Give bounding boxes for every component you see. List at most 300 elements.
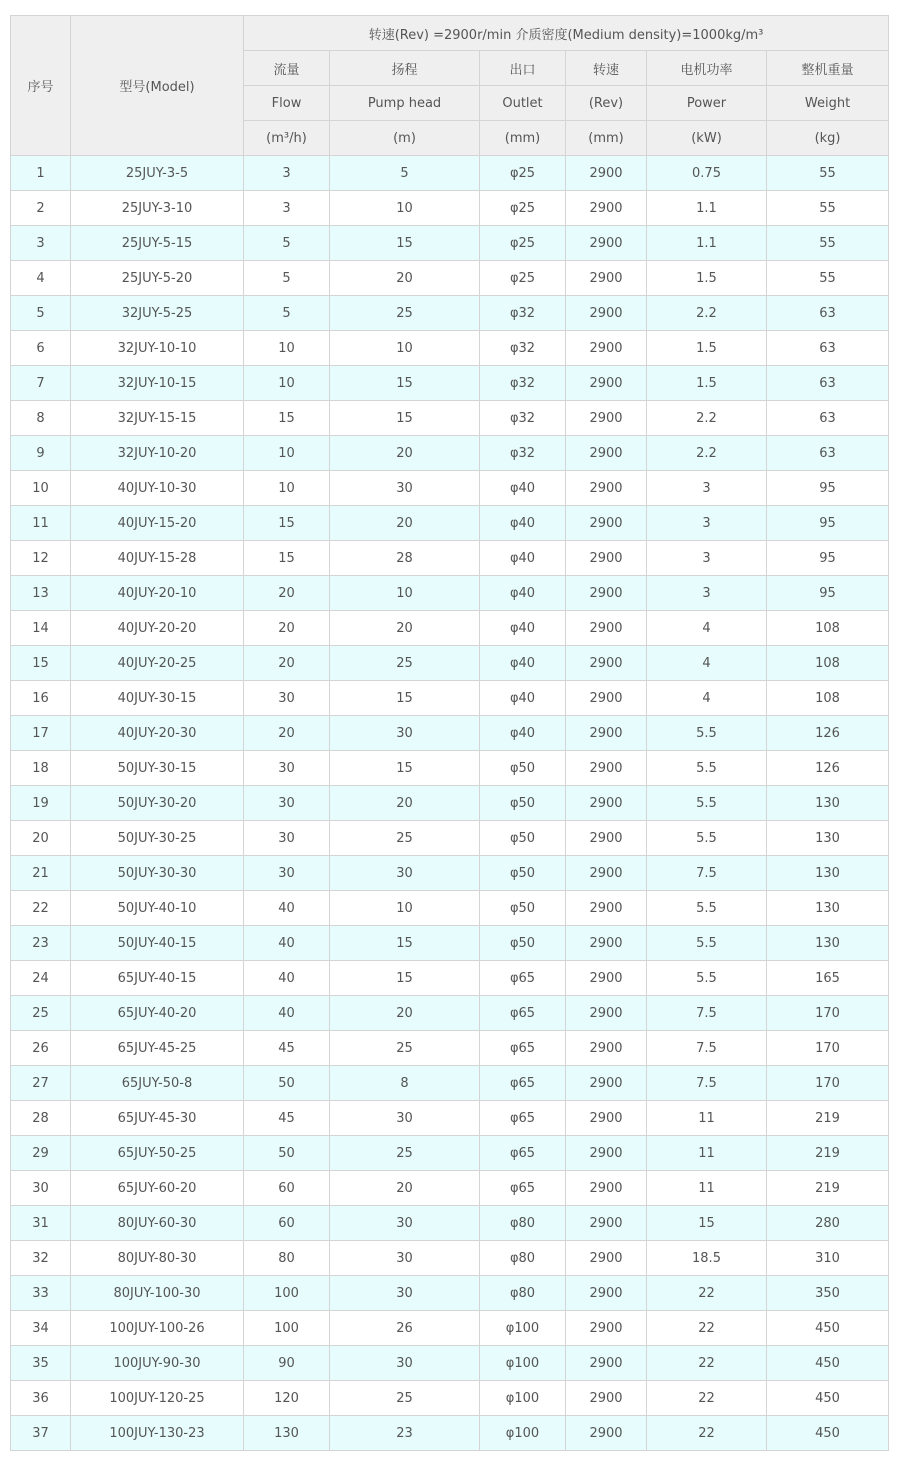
table-row <box>11 1101 889 1136</box>
cell-head: 26 <box>330 1311 480 1346</box>
cell-head: 25 <box>330 1031 480 1066</box>
cell-rev: 2900 <box>566 436 647 471</box>
cell-rev: 2900 <box>566 401 647 436</box>
cell-flow: 60 <box>244 1171 330 1206</box>
header-flow-unit: (m³/h) <box>244 121 330 156</box>
cell-flow: 45 <box>244 1031 330 1066</box>
cell-rev: 2900 <box>566 1416 647 1451</box>
cell-flow: 10 <box>244 331 330 366</box>
table-row <box>11 646 889 681</box>
cell-flow: 10 <box>244 366 330 401</box>
cell-weight: 170 <box>767 1066 889 1101</box>
cell-weight: 170 <box>767 1031 889 1066</box>
cell-power: 1.5 <box>647 331 767 366</box>
cell-power: 4 <box>647 681 767 716</box>
cell-flow: 30 <box>244 681 330 716</box>
cell-outlet: φ80 <box>480 1276 566 1311</box>
cell-rev: 2900 <box>566 1381 647 1416</box>
header-head-cn: 扬程 <box>330 51 480 86</box>
cell-weight: 130 <box>767 891 889 926</box>
cell-no: 18 <box>11 751 71 786</box>
header-rev-cn: 转速 <box>566 51 647 86</box>
cell-rev: 2900 <box>566 331 647 366</box>
cell-head: 20 <box>330 996 480 1031</box>
cell-no: 31 <box>11 1206 71 1241</box>
cell-rev: 2900 <box>566 1171 647 1206</box>
cell-no: 23 <box>11 926 71 961</box>
cell-no: 19 <box>11 786 71 821</box>
table-row <box>11 191 889 226</box>
table-row <box>11 1416 889 1451</box>
header-model: 型号(Model) <box>71 16 244 156</box>
cell-outlet: φ65 <box>480 1101 566 1136</box>
header-outlet-en: Outlet <box>480 86 566 121</box>
header-weight-unit: (kg) <box>767 121 889 156</box>
cell-model: 50JUY-30-15 <box>71 751 244 786</box>
cell-head: 15 <box>330 926 480 961</box>
cell-head: 15 <box>330 961 480 996</box>
cell-no: 10 <box>11 471 71 506</box>
cell-head: 15 <box>330 401 480 436</box>
cell-outlet: φ100 <box>480 1416 566 1451</box>
cell-outlet: φ80 <box>480 1206 566 1241</box>
cell-no: 36 <box>11 1381 71 1416</box>
cell-no: 37 <box>11 1416 71 1451</box>
cell-weight: 280 <box>767 1206 889 1241</box>
cell-rev: 2900 <box>566 506 647 541</box>
cell-weight: 350 <box>767 1276 889 1311</box>
cell-outlet: φ50 <box>480 751 566 786</box>
table-row <box>11 996 889 1031</box>
cell-model: 50JUY-30-25 <box>71 821 244 856</box>
cell-no: 6 <box>11 331 71 366</box>
table-body <box>11 156 889 1451</box>
cell-head: 20 <box>330 1171 480 1206</box>
cell-power: 22 <box>647 1276 767 1311</box>
cell-model: 40JUY-15-28 <box>71 541 244 576</box>
cell-model: 65JUY-40-20 <box>71 996 244 1031</box>
table-row <box>11 331 889 366</box>
table-row <box>11 926 889 961</box>
table-row <box>11 1241 889 1276</box>
header-flow-cn: 流量 <box>244 51 330 86</box>
cell-no: 15 <box>11 646 71 681</box>
cell-rev: 2900 <box>566 191 647 226</box>
cell-power: 1.5 <box>647 261 767 296</box>
cell-model: 32JUY-5-25 <box>71 296 244 331</box>
cell-head: 30 <box>330 1241 480 1276</box>
cell-head: 25 <box>330 1381 480 1416</box>
table-row <box>11 891 889 926</box>
table-row <box>11 1346 889 1381</box>
cell-power: 3 <box>647 506 767 541</box>
cell-model: 100JUY-120-25 <box>71 1381 244 1416</box>
cell-model: 50JUY-40-10 <box>71 891 244 926</box>
cell-rev: 2900 <box>566 471 647 506</box>
table-row <box>11 751 889 786</box>
cell-model: 65JUY-50-25 <box>71 1136 244 1171</box>
header-power-unit: (kW) <box>647 121 767 156</box>
cell-weight: 130 <box>767 856 889 891</box>
cell-head: 30 <box>330 1206 480 1241</box>
cell-model: 40JUY-15-20 <box>71 506 244 541</box>
header-head-en: Pump head <box>330 86 480 121</box>
cell-outlet: φ100 <box>480 1311 566 1346</box>
cell-flow: 15 <box>244 506 330 541</box>
cell-model: 80JUY-80-30 <box>71 1241 244 1276</box>
cell-weight: 55 <box>767 156 889 191</box>
table-row <box>11 471 889 506</box>
cell-power: 7.5 <box>647 1031 767 1066</box>
cell-head: 25 <box>330 646 480 681</box>
cell-rev: 2900 <box>566 576 647 611</box>
cell-flow: 100 <box>244 1276 330 1311</box>
cell-head: 30 <box>330 1101 480 1136</box>
cell-flow: 5 <box>244 226 330 261</box>
cell-outlet: φ40 <box>480 681 566 716</box>
cell-weight: 130 <box>767 926 889 961</box>
header-flow-en: Flow <box>244 86 330 121</box>
cell-flow: 80 <box>244 1241 330 1276</box>
cell-outlet: φ50 <box>480 821 566 856</box>
cell-flow: 20 <box>244 611 330 646</box>
cell-flow: 3 <box>244 156 330 191</box>
cell-model: 40JUY-20-25 <box>71 646 244 681</box>
cell-head: 30 <box>330 1276 480 1311</box>
cell-weight: 55 <box>767 261 889 296</box>
table-row <box>11 786 889 821</box>
cell-power: 2.2 <box>647 401 767 436</box>
cell-head: 23 <box>330 1416 480 1451</box>
cell-outlet: φ65 <box>480 1066 566 1101</box>
header-no: 序号 <box>11 16 71 156</box>
cell-rev: 2900 <box>566 681 647 716</box>
cell-model: 65JUY-45-25 <box>71 1031 244 1066</box>
cell-weight: 219 <box>767 1171 889 1206</box>
cell-head: 30 <box>330 1346 480 1381</box>
cell-weight: 450 <box>767 1416 889 1451</box>
cell-head: 15 <box>330 366 480 401</box>
cell-head: 10 <box>330 331 480 366</box>
header-condition: 转速(Rev) =2900r/min 介质密度(Medium density)=1000kg/m³ <box>244 16 889 51</box>
cell-weight: 108 <box>767 611 889 646</box>
cell-power: 11 <box>647 1101 767 1136</box>
cell-rev: 2900 <box>566 821 647 856</box>
cell-head: 25 <box>330 296 480 331</box>
cell-weight: 126 <box>767 751 889 786</box>
cell-rev: 2900 <box>566 1346 647 1381</box>
cell-power: 1.5 <box>647 366 767 401</box>
cell-head: 25 <box>330 1136 480 1171</box>
cell-model: 32JUY-10-10 <box>71 331 244 366</box>
cell-weight: 130 <box>767 786 889 821</box>
cell-power: 11 <box>647 1171 767 1206</box>
cell-power: 3 <box>647 576 767 611</box>
cell-flow: 20 <box>244 716 330 751</box>
cell-model: 32JUY-10-20 <box>71 436 244 471</box>
cell-no: 32 <box>11 1241 71 1276</box>
cell-flow: 10 <box>244 471 330 506</box>
cell-no: 35 <box>11 1346 71 1381</box>
cell-head: 30 <box>330 471 480 506</box>
cell-flow: 5 <box>244 261 330 296</box>
cell-flow: 130 <box>244 1416 330 1451</box>
cell-outlet: φ32 <box>480 296 566 331</box>
cell-head: 20 <box>330 436 480 471</box>
cell-rev: 2900 <box>566 1136 647 1171</box>
cell-power: 0.75 <box>647 156 767 191</box>
cell-rev: 2900 <box>566 226 647 261</box>
cell-weight: 55 <box>767 191 889 226</box>
cell-weight: 130 <box>767 821 889 856</box>
cell-rev: 2900 <box>566 716 647 751</box>
cell-outlet: φ40 <box>480 576 566 611</box>
cell-outlet: φ25 <box>480 261 566 296</box>
cell-model: 25JUY-5-15 <box>71 226 244 261</box>
cell-model: 100JUY-90-30 <box>71 1346 244 1381</box>
cell-power: 4 <box>647 611 767 646</box>
cell-head: 15 <box>330 751 480 786</box>
cell-rev: 2900 <box>566 1031 647 1066</box>
cell-rev: 2900 <box>566 1241 647 1276</box>
cell-outlet: φ80 <box>480 1241 566 1276</box>
cell-outlet: φ65 <box>480 1031 566 1066</box>
cell-weight: 450 <box>767 1311 889 1346</box>
table-row <box>11 401 889 436</box>
cell-no: 28 <box>11 1101 71 1136</box>
cell-weight: 63 <box>767 436 889 471</box>
cell-head: 20 <box>330 506 480 541</box>
cell-rev: 2900 <box>566 996 647 1031</box>
cell-flow: 15 <box>244 541 330 576</box>
cell-model: 32JUY-15-15 <box>71 401 244 436</box>
cell-model: 25JUY-5-20 <box>71 261 244 296</box>
cell-no: 12 <box>11 541 71 576</box>
cell-outlet: φ65 <box>480 996 566 1031</box>
cell-flow: 120 <box>244 1381 330 1416</box>
cell-power: 5.5 <box>647 961 767 996</box>
cell-power: 2.2 <box>647 436 767 471</box>
cell-outlet: φ25 <box>480 226 566 261</box>
cell-outlet: φ32 <box>480 436 566 471</box>
cell-flow: 40 <box>244 996 330 1031</box>
cell-power: 15 <box>647 1206 767 1241</box>
cell-outlet: φ40 <box>480 541 566 576</box>
pump-spec-table <box>10 15 889 1451</box>
cell-rev: 2900 <box>566 961 647 996</box>
cell-head: 10 <box>330 891 480 926</box>
cell-flow: 30 <box>244 751 330 786</box>
cell-flow: 5 <box>244 296 330 331</box>
cell-outlet: φ100 <box>480 1381 566 1416</box>
cell-outlet: φ40 <box>480 471 566 506</box>
cell-model: 50JUY-30-30 <box>71 856 244 891</box>
cell-rev: 2900 <box>566 1276 647 1311</box>
cell-weight: 95 <box>767 471 889 506</box>
cell-model: 80JUY-60-30 <box>71 1206 244 1241</box>
table-row <box>11 261 889 296</box>
cell-outlet: φ25 <box>480 156 566 191</box>
cell-outlet: φ65 <box>480 961 566 996</box>
header-outlet-unit: (mm) <box>480 121 566 156</box>
cell-power: 7.5 <box>647 856 767 891</box>
cell-rev: 2900 <box>566 611 647 646</box>
cell-weight: 55 <box>767 226 889 261</box>
cell-no: 26 <box>11 1031 71 1066</box>
cell-rev: 2900 <box>566 1066 647 1101</box>
cell-power: 22 <box>647 1311 767 1346</box>
cell-no: 3 <box>11 226 71 261</box>
table-row <box>11 611 889 646</box>
table-row <box>11 1206 889 1241</box>
cell-flow: 15 <box>244 401 330 436</box>
cell-flow: 50 <box>244 1066 330 1101</box>
cell-power: 4 <box>647 646 767 681</box>
cell-no: 22 <box>11 891 71 926</box>
cell-head: 10 <box>330 576 480 611</box>
cell-model: 25JUY-3-10 <box>71 191 244 226</box>
cell-rev: 2900 <box>566 786 647 821</box>
cell-weight: 310 <box>767 1241 889 1276</box>
cell-power: 3 <box>647 471 767 506</box>
cell-weight: 450 <box>767 1346 889 1381</box>
cell-power: 7.5 <box>647 1066 767 1101</box>
cell-power: 22 <box>647 1346 767 1381</box>
table-row <box>11 1276 889 1311</box>
cell-model: 65JUY-40-15 <box>71 961 244 996</box>
cell-flow: 30 <box>244 786 330 821</box>
header-power-en: Power <box>647 86 767 121</box>
cell-outlet: φ40 <box>480 611 566 646</box>
cell-rev: 2900 <box>566 856 647 891</box>
cell-no: 27 <box>11 1066 71 1101</box>
cell-head: 8 <box>330 1066 480 1101</box>
cell-weight: 95 <box>767 541 889 576</box>
cell-weight: 108 <box>767 681 889 716</box>
cell-flow: 45 <box>244 1101 330 1136</box>
table-row <box>11 366 889 401</box>
table-row <box>11 156 889 191</box>
cell-head: 20 <box>330 786 480 821</box>
cell-rev: 2900 <box>566 296 647 331</box>
table-row <box>11 961 889 996</box>
cell-no: 14 <box>11 611 71 646</box>
table-row <box>11 1381 889 1416</box>
cell-outlet: φ32 <box>480 366 566 401</box>
table-row <box>11 821 889 856</box>
cell-outlet: φ100 <box>480 1346 566 1381</box>
cell-no: 16 <box>11 681 71 716</box>
cell-flow: 90 <box>244 1346 330 1381</box>
cell-flow: 60 <box>244 1206 330 1241</box>
header-power-cn: 电机功率 <box>647 51 767 86</box>
table-row <box>11 506 889 541</box>
cell-outlet: φ50 <box>480 891 566 926</box>
cell-model: 80JUY-100-30 <box>71 1276 244 1311</box>
cell-weight: 170 <box>767 996 889 1031</box>
table-row <box>11 541 889 576</box>
cell-power: 3 <box>647 541 767 576</box>
cell-head: 30 <box>330 856 480 891</box>
header-rev-en: (Rev) <box>566 86 647 121</box>
cell-power: 5.5 <box>647 891 767 926</box>
cell-weight: 95 <box>767 576 889 611</box>
cell-head: 28 <box>330 541 480 576</box>
cell-power: 5.5 <box>647 716 767 751</box>
header-weight-en: Weight <box>767 86 889 121</box>
cell-rev: 2900 <box>566 1311 647 1346</box>
cell-rev: 2900 <box>566 366 647 401</box>
cell-weight: 108 <box>767 646 889 681</box>
cell-rev: 2900 <box>566 1206 647 1241</box>
header-head-unit: (m) <box>330 121 480 156</box>
cell-flow: 30 <box>244 821 330 856</box>
cell-head: 10 <box>330 191 480 226</box>
cell-model: 40JUY-10-30 <box>71 471 244 506</box>
cell-head: 15 <box>330 681 480 716</box>
cell-rev: 2900 <box>566 541 647 576</box>
cell-outlet: φ40 <box>480 646 566 681</box>
cell-outlet: φ50 <box>480 926 566 961</box>
cell-no: 21 <box>11 856 71 891</box>
cell-no: 2 <box>11 191 71 226</box>
cell-rev: 2900 <box>566 926 647 961</box>
cell-power: 5.5 <box>647 751 767 786</box>
cell-no: 11 <box>11 506 71 541</box>
cell-flow: 40 <box>244 961 330 996</box>
cell-flow: 20 <box>244 576 330 611</box>
cell-outlet: φ32 <box>480 331 566 366</box>
cell-outlet: φ32 <box>480 401 566 436</box>
cell-rev: 2900 <box>566 1101 647 1136</box>
cell-flow: 50 <box>244 1136 330 1171</box>
cell-head: 15 <box>330 226 480 261</box>
cell-power: 5.5 <box>647 926 767 961</box>
cell-no: 29 <box>11 1136 71 1171</box>
cell-power: 5.5 <box>647 786 767 821</box>
table-row <box>11 436 889 471</box>
cell-head: 5 <box>330 156 480 191</box>
cell-no: 17 <box>11 716 71 751</box>
cell-rev: 2900 <box>566 751 647 786</box>
cell-rev: 2900 <box>566 156 647 191</box>
cell-flow: 100 <box>244 1311 330 1346</box>
cell-no: 33 <box>11 1276 71 1311</box>
cell-weight: 63 <box>767 366 889 401</box>
cell-no: 7 <box>11 366 71 401</box>
cell-outlet: φ50 <box>480 856 566 891</box>
table-row <box>11 681 889 716</box>
cell-outlet: φ25 <box>480 191 566 226</box>
header-outlet-cn: 出口 <box>480 51 566 86</box>
cell-model: 32JUY-10-15 <box>71 366 244 401</box>
cell-weight: 219 <box>767 1136 889 1171</box>
cell-flow: 40 <box>244 926 330 961</box>
cell-no: 5 <box>11 296 71 331</box>
cell-head: 20 <box>330 611 480 646</box>
cell-no: 8 <box>11 401 71 436</box>
table-row <box>11 226 889 261</box>
table-row <box>11 1136 889 1171</box>
cell-outlet: φ40 <box>480 506 566 541</box>
cell-power: 1.1 <box>647 226 767 261</box>
table-row <box>11 576 889 611</box>
cell-weight: 95 <box>767 506 889 541</box>
cell-outlet: φ65 <box>480 1136 566 1171</box>
table-row <box>11 716 889 751</box>
table-row <box>11 1031 889 1066</box>
table-row <box>11 1311 889 1346</box>
